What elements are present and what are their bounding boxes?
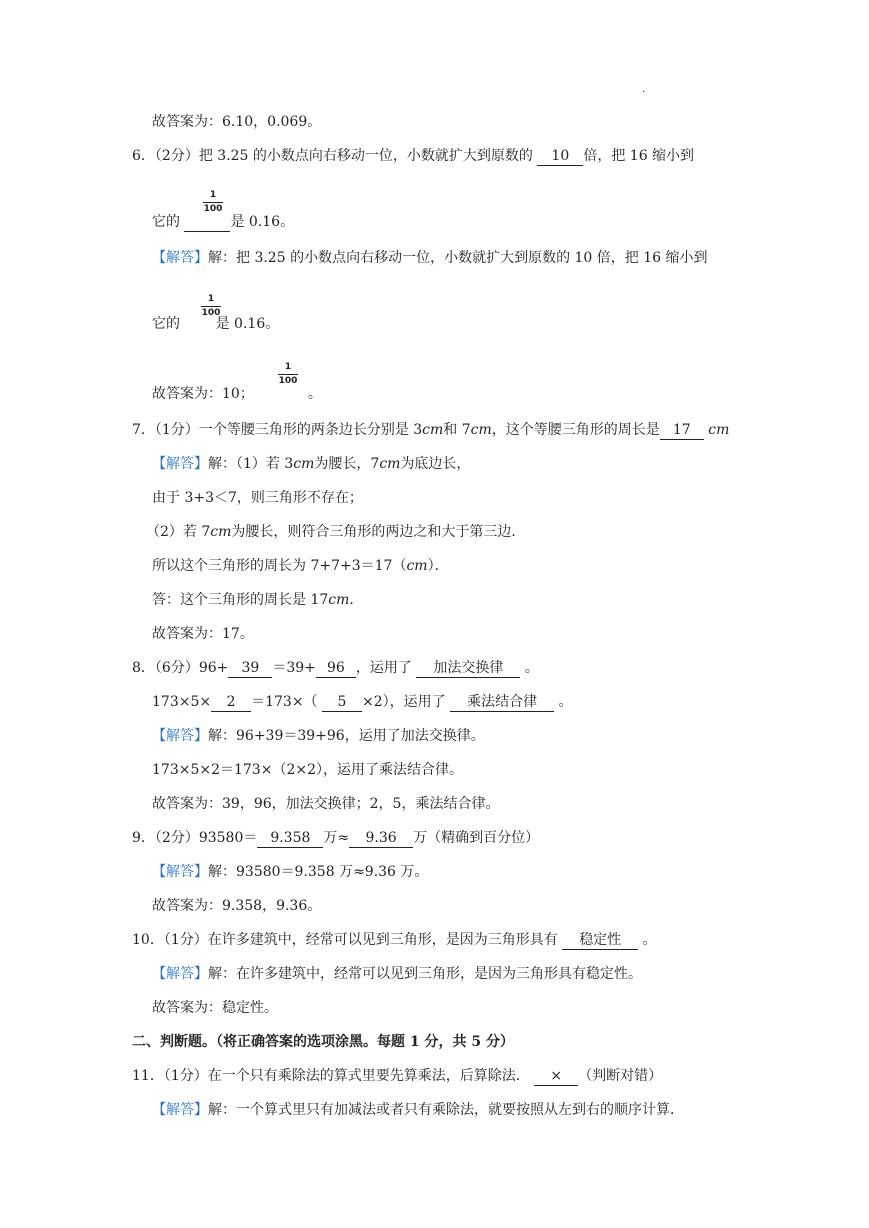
solution-tag: 【解答】 [152,456,208,472]
solution-tag: 【解答】 [152,1102,208,1118]
answer-blank: 5 [322,693,362,712]
question-11: 11．（1分）在一个只有乘除法的算式里要先算乘法，后算除法． × （判断对错） [132,1068,663,1084]
answer-blank: × [534,1067,578,1086]
solution: 【解答】解：在许多建筑中，经常可以见到三角形，是因为三角形具有稳定性。 [152,966,642,982]
solution-line: （2）若 7cm为腰长，则符合三角形的两边之和大于第三边． [146,524,526,540]
solution: 【解答】解：一个算式里只有加减法或者只有乘除法，就要按照从左到右的顺序计算． [152,1102,684,1118]
solution-line: 173×5×2＝173×（2×2），运用了乘法结合律。 [152,762,463,778]
question-8: 8．（6分）96+ 39 ＝39+ 96 ，运用了 加法交换律 。 [132,660,539,676]
answer-line: 故答案为：39，96，加法交换律；2，5，乘法结合律。 [152,796,500,812]
solution-tag: 【解答】 [152,250,208,266]
answer-line: 故答案为：10； 。 [152,386,322,402]
answer-blank: 乘法结合律 [450,693,554,712]
answer-blank: 39 [228,659,272,678]
question-7: 7．（1分）一个等腰三角形的两条边长分别是 3cm和 7cm，这个等腰三角形的周长是 17 cm [132,422,730,438]
solution-line: 所以这个三角形的周长为 7+7+3＝17（cm）． [152,558,449,574]
answer-line: 故答案为：6.10，0.069。 [152,114,322,130]
answer-line: 故答案为：稳定性。 [152,1000,278,1016]
section-heading: 二、判断题。（将正确答案的选项涂黑。每题 1 分，共 5 分） [132,1034,514,1050]
q6-stem-2: 它的 是 0.16。 [152,214,295,230]
solution-tag: 【解答】 [152,728,208,744]
top-dot: . [642,84,646,95]
question-9: 9．（2分）93580＝ 9.358 万≈ 9.36 万（精确到百分位） [132,830,540,846]
solution: 【解答】解：93580＝9.358 万≈9.36 万。 [152,864,429,880]
solution-tag: 【解答】 [152,966,208,982]
answer-blank: 加法交换律 [416,659,520,678]
answer-blank: 96 [316,659,356,678]
answer-line: 故答案为：17。 [152,626,254,642]
question-6 [132,146,694,166]
question-10: 10．（1分）在许多建筑中，经常可以见到三角形，是因为三角形具有 稳定性 。 [132,932,657,948]
answer-blank: 9.358 [257,829,323,848]
fraction: 1 100 [201,294,221,318]
answer-blank [184,213,230,232]
answer-line: 故答案为：9.358，9.36。 [152,898,322,914]
q6-stem-mid: 倍，把 16 缩小到 [583,148,695,164]
answer-blank: 17 [660,421,704,440]
question-8-line-2: 173×5× 2 ＝173×（ 5 ×2），运用了 乘法结合律 。 [152,694,573,710]
answer-blank: 稳定性 [562,931,638,950]
q6-stem: 6．（2分）把 3.25 的小数点向右移动一位，小数就扩大到原数的 [132,148,533,164]
solution-line: 由于 3+3＜7，则三角形不存在； [152,490,363,506]
fraction: 1 100 [278,362,298,386]
answer-blank: 10 [537,147,583,166]
solution-line-2: 它的 是 0.16。 [152,316,280,332]
solution: 【解答】解：（1）若 3cm为腰长，7cm为底边长， [152,456,471,472]
answer-blank: 2 [211,693,251,712]
answer-blank: 9.36 [349,829,413,848]
solution-line: 答：这个三角形的周长是 17cm． [152,592,364,608]
solution: 【解答】解：把 3.25 的小数点向右移动一位，小数就扩大到原数的 10 倍，把 16 缩小到 [152,250,708,266]
solution: 【解答】解：96+39＝39+96，运用了加法交换律。 [152,728,485,744]
solution-tag: 【解答】 [152,864,208,880]
fraction: 1 100 [203,190,223,214]
